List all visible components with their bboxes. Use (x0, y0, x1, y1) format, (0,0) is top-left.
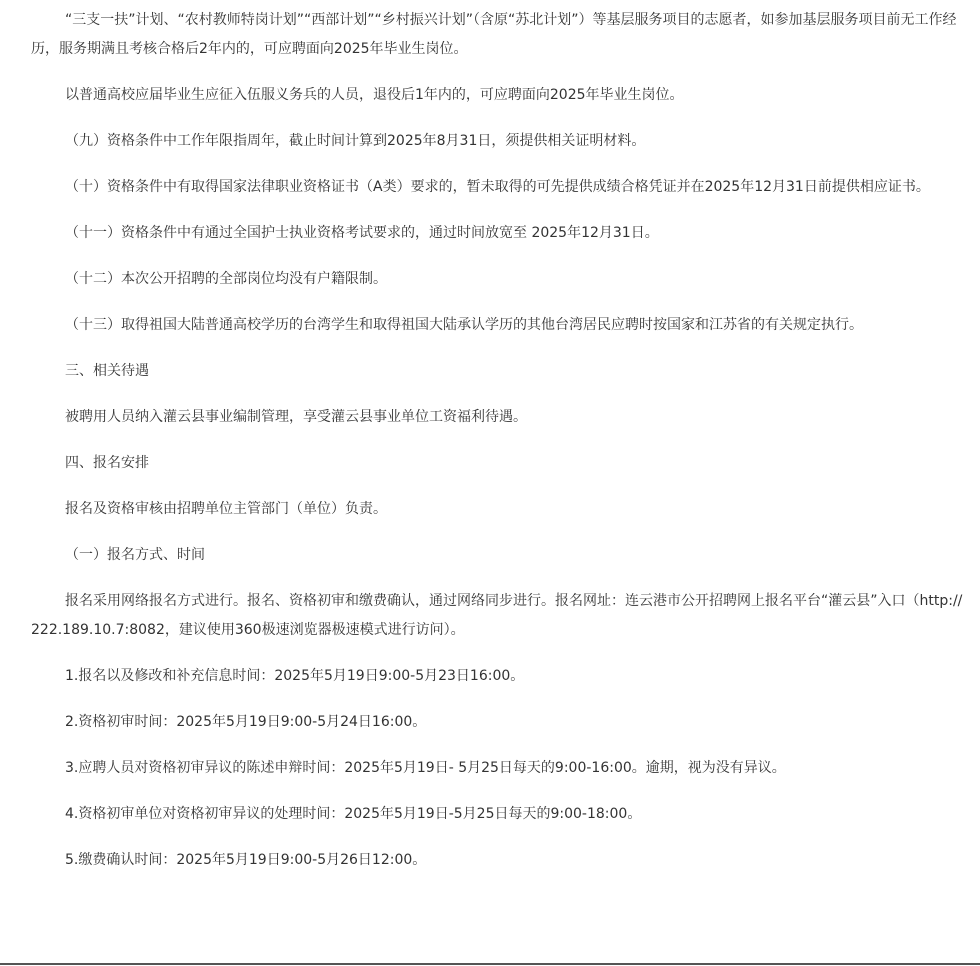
paragraph-volunteer-projects: “三支一扶”计划、“农村教师特岗计划”“西部计划”“乡村振兴计划”（含原“苏北计划”）等基层服务项目的志愿者，如参加基层服务项目前无工作经历，服务期满且考核合格后2年内的，可应聘面向2025年毕业生岗位。 (31, 12, 957, 57)
paragraph-veterans: 以普通高校应届毕业生应征入伍服义务兵的人员，退役后1年内的，可应聘面向2025年毕业生岗位。 (65, 87, 684, 103)
section-heading-benefits: 三、相关待遇 (65, 363, 149, 379)
subheading-registration-method: （一）报名方式、时间 (65, 547, 205, 563)
paragraph-registration-responsibility: 报名及资格审核由招聘单位主管部门（单位）负责。 (65, 501, 387, 517)
list-item-objection-handling-time: 4.资格初审单位对资格初审异议的处理时间：2025年5月19日-5月25日每天的9:00-18:00。 (65, 806, 642, 822)
section-heading-registration: 四、报名安排 (65, 455, 149, 471)
paragraph-item-10: （十）资格条件中有取得国家法律职业资格证书（A类）要求的，暂未取得的可先提供成绩合格凭证并在2025年12月31日前提供相应证书。 (65, 179, 930, 195)
list-item-registration-time: 1.报名以及修改和补充信息时间：2025年5月19日9:00-5月23日16:00。 (65, 668, 525, 684)
paragraph-benefits: 被聘用人员纳入灌云县事业编制管理，享受灌云县事业单位工资福利待遇。 (65, 409, 527, 425)
paragraph-item-12: （十二）本次公开招聘的全部岗位均没有户籍限制。 (65, 271, 387, 287)
paragraph-registration-website: 报名采用网络报名方式进行。报名、资格初审和缴费确认，通过网络同步进行。报名网址：连云港市公开招聘网上报名平台“灌云县”入口（http://222.189.10.7:8082，建议使用360极速浏览器极速模式进行访问）。 (31, 593, 963, 638)
bottom-divider (0, 963, 980, 965)
list-item-objection-time: 3.应聘人员对资格初审异议的陈述申辩时间：2025年5月19日- 5月25日每天的9:00-16:00。逾期，视为没有异议。 (65, 760, 786, 776)
article-body (31, 6, 965, 875)
list-item-initial-review-time: 2.资格初审时间：2025年5月19日9:00-5月24日16:00。 (65, 714, 427, 730)
paragraph-item-13: （十三）取得祖国大陆普通高校学历的台湾学生和取得祖国大陆承认学历的其他台湾居民应聘时按国家和江苏省的有关规定执行。 (65, 317, 863, 333)
paragraph-item-11: （十一）资格条件中有通过全国护士执业资格考试要求的，通过时间放宽至 2025年12月31日。 (65, 225, 659, 241)
list-item-payment-time: 5.缴费确认时间：2025年5月19日9:00-5月26日12:00。 (65, 852, 427, 868)
paragraph-item-9: （九）资格条件中工作年限指周年，截止时间计算到2025年8月31日，须提供相关证明材料。 (65, 133, 646, 149)
